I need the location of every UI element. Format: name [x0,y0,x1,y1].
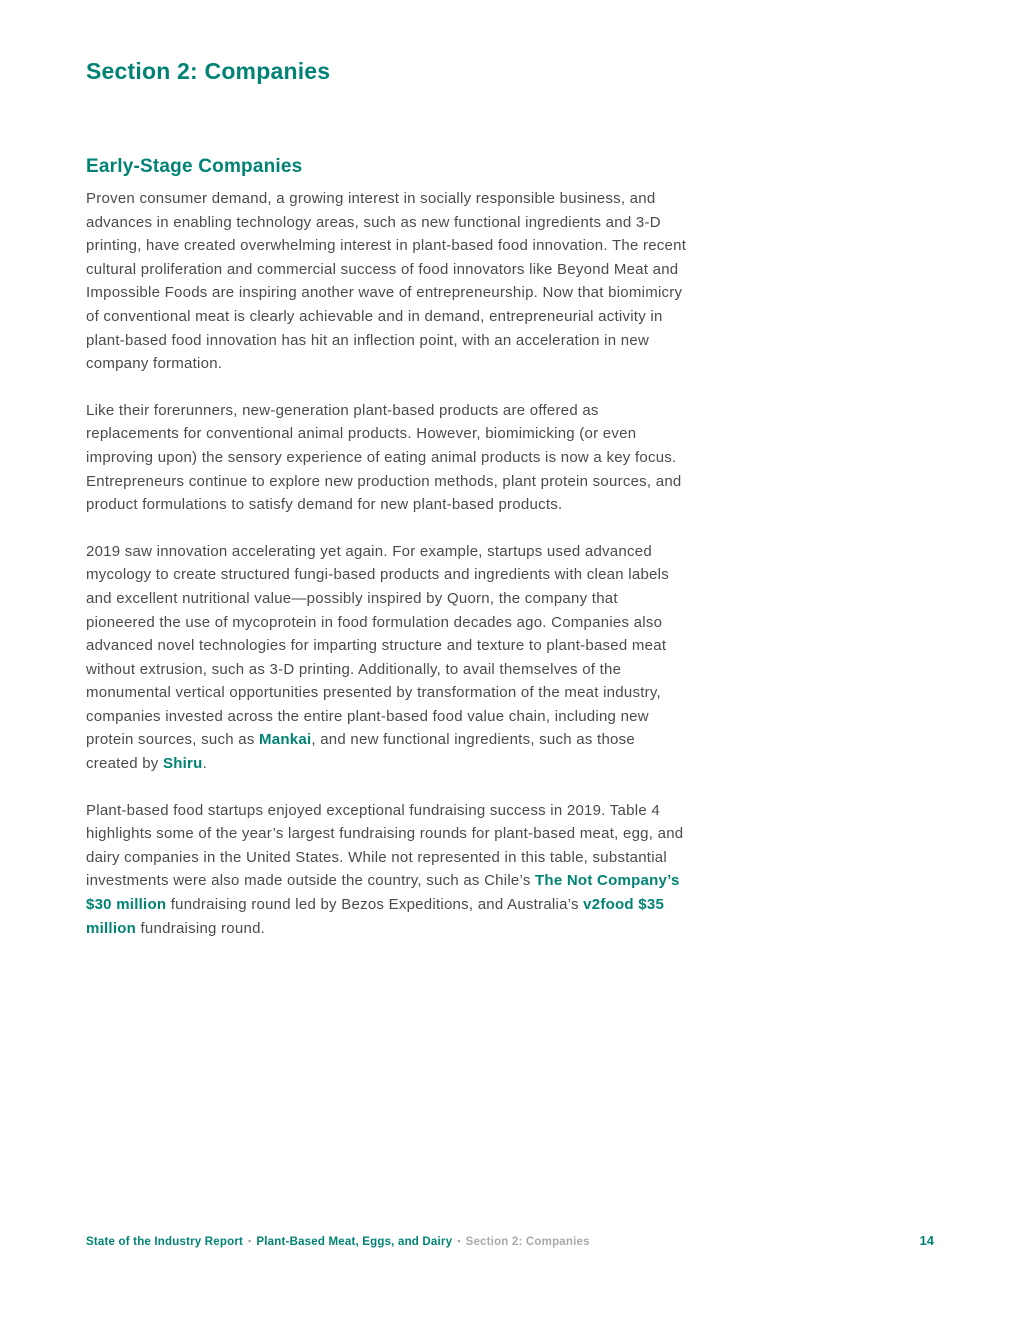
footer-separator-icon: ▪ [248,1236,252,1246]
footer-report-subtitle: Plant-Based Meat, Eggs, and Dairy [256,1236,453,1248]
footer-breadcrumb [86,1236,590,1248]
subsection-heading: Early-Stage Companies [86,156,303,177]
section-title: Section 2: Companies [86,58,331,84]
footer-separator-icon: ▪ [457,1236,461,1246]
v2food-funding-link[interactable]: v2food $35 million [86,896,665,937]
footer-section-label: Section 2: Companies [465,1236,590,1248]
body-paragraph [86,399,690,517]
page-content [86,156,690,963]
paragraph-text: , and new functional ingredients, such as those created by [86,731,635,773]
shiru-link[interactable]: Shiru [162,755,203,773]
page-number: 14 [919,1233,934,1248]
paragraph-text: 2019 saw innovation accelerating yet again. For example, startups used advanced mycology to create structured fungi-based products and ingredients with clean labels and excellent nutritional value—possibly inspired by Quorn, the company that pioneered the use of mycoprotein in food formulation decades ago. Companies also advanced novel technologies for imparting structure and texture to plant-based meat without extrusion, such as 3-D printing. Additionally, to avail themselves of the monumental vertical opportunities presented by transformation of the meat industry, companies invested across the entire plant-based food value chain, including new protein sources, such as [86,542,669,749]
body-paragraph [86,540,690,776]
mankai-link[interactable]: Mankai [259,731,312,749]
paragraph-text: Like their forerunners, new-generation plant-based products are offered as replacements for conventional animal products. However, biomimicking (or even improving upon) the sensory experience of eating animal products is now a key focus. Entrepreneurs continue to explore new production methods, plant protein sources, and product formulations to satisfy demand for new plant-based products. [86,401,682,514]
body-paragraph [86,187,690,376]
paragraph-text: fundraising round. [136,919,266,937]
body-paragraph [86,799,690,941]
footer-report-title: State of the Industry Report [86,1236,244,1248]
paragraph-text: . [202,755,207,773]
paragraph-text: Plant-based food startups enjoyed exceptional fundraising success in 2019. Table 4 highlights some of the year’s largest fundraising rounds for plant-based meat, egg, and dairy companies in the United States. While not represented in this table, substantial investments were also made outside the country, such as Chile’s [86,801,684,890]
paragraph-text: fundraising round led by Bezos Expeditions, and Australia’s [166,896,584,914]
not-company-funding-link[interactable]: The Not Company’s $30 million [86,872,680,914]
page-footer [86,1233,934,1248]
paragraph-text: Proven consumer demand, a growing interest in socially responsible business, and advances in enabling technology areas, such as new functional ingredients and 3-D printing, have created overwhelming interest in plant-based food innovation. The recent cultural proliferation and commercial success of food innovators like Beyond Meat and Impossible Foods are inspiring another wave of entrepreneurship. Now that biomimicry of conventional meat is clearly achievable and in demand, entrepreneurial activity in plant-based food innovation has hit an inflection point, with an acceleration in new company formation. [86,190,687,373]
